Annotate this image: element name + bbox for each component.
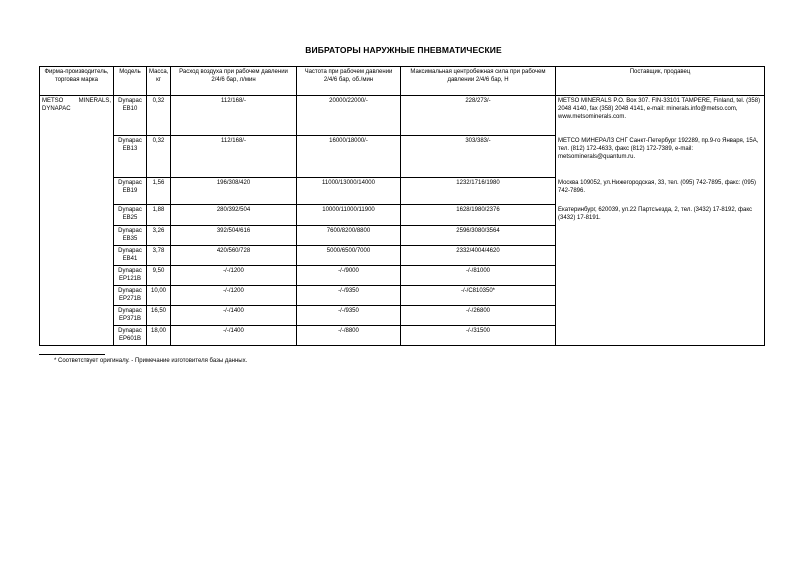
force-cell: -/-/31500	[401, 326, 556, 346]
model-cell: Dynapac EP121B	[114, 266, 147, 286]
page-title: ВИБРАТОРЫ НАРУЖНЫЕ ПНЕВМАТИЧЕСКИЕ	[305, 45, 502, 55]
model-cell: Dynapac EB19	[114, 178, 147, 205]
table-row	[40, 205, 765, 226]
footnote-divider	[39, 354, 105, 355]
air-cell: -/-/1400	[171, 306, 297, 326]
force-cell: 2332/4004/4620	[401, 246, 556, 266]
force-cell: -/-/26800	[401, 306, 556, 326]
header-mass: Масса, кг	[147, 67, 171, 96]
header-freq: Частота при рабочем давлении 2/4/6 бар, об./мин	[297, 67, 401, 96]
model-cell: Dynapac EB13	[114, 136, 147, 178]
model-cell: Dynapac EB35	[114, 226, 147, 246]
mass-cell: 10,00	[147, 286, 171, 306]
air-cell: 280/392/504	[171, 205, 297, 226]
header-supplier: Поставщик, продавец	[556, 67, 765, 96]
table-header-row	[40, 67, 765, 96]
air-cell: 112/168/-	[171, 136, 297, 178]
air-cell: 112/168/-	[171, 96, 297, 136]
firm-cell: METSO MINERALS, DYNAPAC	[40, 96, 114, 346]
model-cell: Dynapac EB10	[114, 96, 147, 136]
force-cell: -/-/C810350*	[401, 286, 556, 306]
freq-cell: -/-/9350	[297, 306, 401, 326]
freq-cell: 16000/18000/-	[297, 136, 401, 178]
air-cell: 420/560/728	[171, 246, 297, 266]
air-cell: 196/308/420	[171, 178, 297, 205]
force-cell: 303/383/-	[401, 136, 556, 178]
supplier-cell: METSO MINERALS P.O. Box 307. FIN-33101 TAMPERE, Finland, tel. (358) 2048 4140, fax (358) 2048 4141, e-mail: minerals.info@metso.com, www.metsominerals.com.	[556, 96, 765, 136]
mass-cell: 16,50	[147, 306, 171, 326]
freq-cell: 11000/13000/14000	[297, 178, 401, 205]
mass-cell: 1,88	[147, 205, 171, 226]
header-air: Расход воздуха при рабочем давлении 2/4/6 бар, л/мин	[171, 67, 297, 96]
force-cell: -/-/81000	[401, 266, 556, 286]
model-cell: Dynapac EP601B	[114, 326, 147, 346]
model-cell: Dynapac EB25	[114, 205, 147, 226]
freq-cell: 7600/8200/8800	[297, 226, 401, 246]
vibrators-table	[39, 66, 765, 346]
air-cell: -/-/1200	[171, 286, 297, 306]
freq-cell: -/-/8800	[297, 326, 401, 346]
model-cell: Dynapac EB41	[114, 246, 147, 266]
air-cell: -/-/1200	[171, 266, 297, 286]
footnote: * Соответствует оригиналу. - Примечание изготовителя базы данных.	[54, 358, 248, 364]
model-cell: Dynapac EP371B	[114, 306, 147, 326]
model-cell: Dynapac EP271B	[114, 286, 147, 306]
freq-cell: -/-/9000	[297, 266, 401, 286]
freq-cell: 10000/11000/11900	[297, 205, 401, 226]
mass-cell: 0,32	[147, 96, 171, 136]
mass-cell: 18,00	[147, 326, 171, 346]
air-cell: -/-/1400	[171, 326, 297, 346]
supplier-cell: Екатеринбург, 620039, ул.22 Партсъезда, 2, тел. (3432) 17-8192, факс (3432) 17-8191.	[556, 205, 765, 346]
mass-cell: 3,78	[147, 246, 171, 266]
air-cell: 392/504/616	[171, 226, 297, 246]
freq-cell: -/-/9350	[297, 286, 401, 306]
header-force: Максимальная центробежная сила при рабочем давлении 2/4/6 бар, Н	[401, 67, 556, 96]
supplier-cell: МЕТСО МИНЕРАЛЗ СНГ Санкт-Петербург 192289, пр.9-го Января, 15А, тел. (812) 172-4633, факс (812) 172-7389, e-mail: metsominerals@quantum.ru.	[556, 136, 765, 178]
mass-cell: 0,32	[147, 136, 171, 178]
freq-cell: 5000/6500/7000	[297, 246, 401, 266]
freq-cell: 20000/22000/-	[297, 96, 401, 136]
mass-cell: 1,56	[147, 178, 171, 205]
mass-cell: 9,50	[147, 266, 171, 286]
force-cell: 1232/1716/1980	[401, 178, 556, 205]
table-row	[40, 96, 765, 136]
table-row	[40, 136, 765, 178]
supplier-cell: Москва 109052, ул.Нижегородская, 33, тел. (095) 742-7895, факс: (095) 742-7896.	[556, 178, 765, 205]
force-cell: 1628/1980/2376	[401, 205, 556, 226]
table-row	[40, 178, 765, 205]
header-model: Модель	[114, 67, 147, 96]
force-cell: 228/273/-	[401, 96, 556, 136]
header-firm: Фирма-производитель, торговая марка	[40, 67, 114, 96]
force-cell: 2596/3080/3564	[401, 226, 556, 246]
mass-cell: 3,26	[147, 226, 171, 246]
